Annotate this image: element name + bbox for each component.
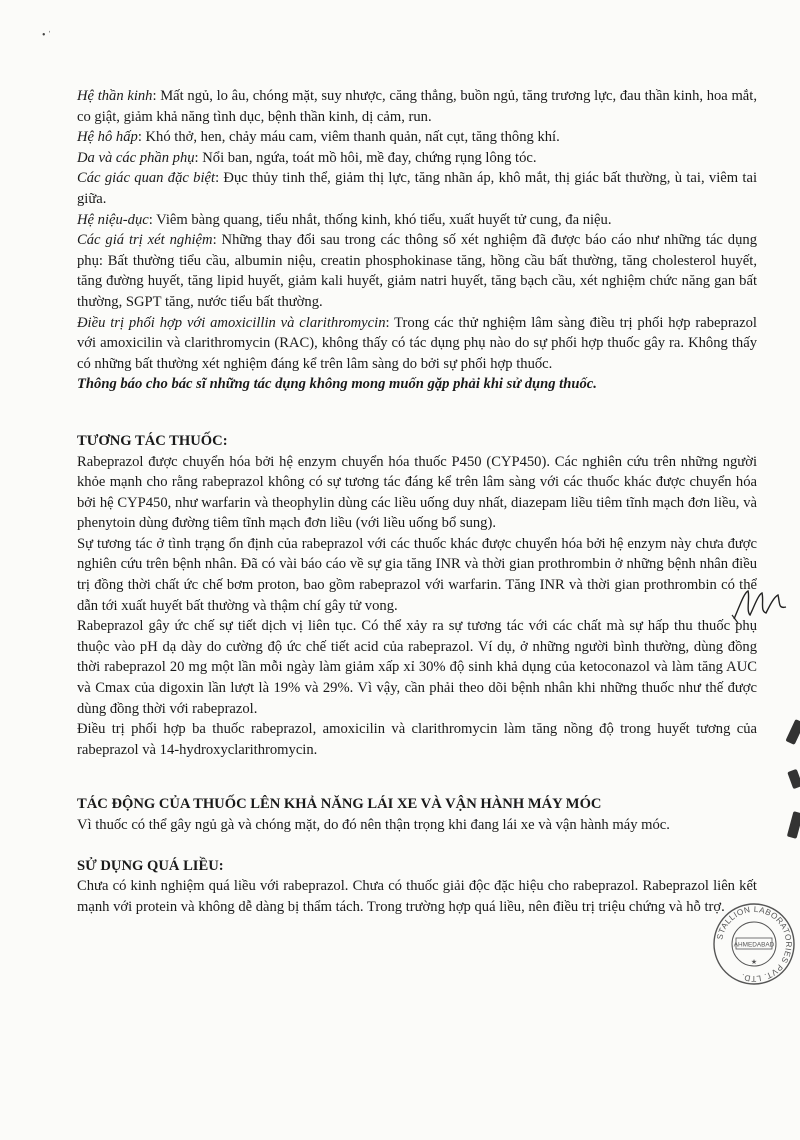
interactions-paragraph: Điều trị phối hợp ba thuốc rabeprazol, amoxicilin và clarithromycin làm tăng nồng độ trong huyết tương của rabeprazol và 14-hydroxyclarithromycin. <box>77 721 757 758</box>
stamp-star: ★ <box>750 958 758 966</box>
driving-heading: TÁC ĐỘNG CỦA THUỐC LÊN KHẢ NĂNG LÁI XE VÀ VẬN HÀNH MÁY MÓC <box>77 796 602 813</box>
driving-text: Vì thuốc có thể gây ngủ gà và chóng mặt, do đó nên thận trọng khi đang lái xe và vận hành máy móc. <box>77 817 670 833</box>
adverse-label: Hệ thần kinh <box>77 88 153 104</box>
adverse-urogenital <box>77 210 757 231</box>
interactions-paragraph: Rabeprazol được chuyển hóa bởi hệ enzym chuyển hóa thuốc P450 (CYP450). Các nghiên cứu trên những người khỏe mạnh cho rằng rabeprazol không có sự tương tác đáng kể trên lâm sàng với các thuốc khác được chuyển hóa bởi hệ CYP450, như warfarin và theophylin dùng các liều uống duy nhất, diazepam liều tiêm tĩnh mạch đơn liều, và phenytoin dùng đường tiêm tĩnh mạch đơn liều (với liều uống bổ sung). <box>77 453 757 532</box>
interactions-section <box>77 431 757 761</box>
adverse-label: Các giá trị xét nghiệm <box>77 232 213 249</box>
notice-text: Thông báo cho bác sĩ những tác dụng không mong muốn gặp phải khi sử dụng thuốc. <box>77 376 597 393</box>
adverse-text: : Đục thủy tinh thể, giảm thị lực, tăng nhãn áp, khô mắt, thị giác bất thường, ù tai, viêm tai giữa. <box>77 170 757 207</box>
edge-mark <box>785 719 800 745</box>
adverse-skin <box>77 148 757 169</box>
adverse-label: Da và các phần phụ <box>77 149 195 166</box>
adverse-text: : Những thay đổi sau trong các thông số xét nghiệm đã được báo cáo như những tác dụng phụ: Bất thường tiểu cầu, albumin niệu, creatin phosphokinase tăng, hồng cầu bất thường, tăng cholesterol huyết, tăng đường huyết, tăng lipid huyết, giảm kali huyết, giảm natri huyết, tăng bạch cầu, xét nghiệm chức năng gan bất thường, SGPT tăng, nước tiểu bất thường. <box>77 232 757 310</box>
edge-mark <box>787 811 800 839</box>
driving-section <box>77 794 757 835</box>
stamp-city: AHMEDABAD <box>733 941 775 949</box>
company-stamp <box>712 902 796 986</box>
document-page <box>77 86 757 917</box>
adverse-text: : Nổi ban, ngứa, toát mồ hôi, mề đay, chứng rụng lông tóc. <box>194 149 537 166</box>
adverse-nervous <box>77 86 757 127</box>
adverse-text: : Trong các thử nghiệm lâm sàng điều trị phối hợp rabeprazol với amoxicilin và clarithromycin (RAC), không thấy có tác dụng phụ nào do sự phối hợp thuốc gây ra. Không thấy có những bất thường xét nghiệm đáng kể trên lâm sàng do bởi sự phối hợp thuốc. <box>77 314 757 372</box>
adverse-label: Các giác quan đặc biệt <box>77 170 216 187</box>
adverse-label: Hệ hô hấp <box>77 129 138 146</box>
adverse-senses <box>77 168 757 209</box>
scan-speck: • ˈ <box>42 30 52 41</box>
stamp-ring-text: STALLION LABORATORIES PVT. LTD. <box>715 904 794 984</box>
adverse-label: Điều trị phối hợp với amoxicillin và clarithromycin <box>77 314 386 331</box>
adverse-text: : Khó thở, hen, chảy máu cam, viêm thanh quản, nất cụt, tăng thông khí. <box>137 129 560 146</box>
overdose-text: Chưa có kinh nghiệm quá liều với rabeprazol. Chưa có thuốc giải độc đặc hiệu cho rabeprazol. Rabeprazol liên kết mạnh với protein và không dễ dàng bị thẩm tách. Trong trường hợp quá liều, nên điều trị triệu chứng và hỗ trợ. <box>77 878 757 915</box>
interactions-paragraph: Sự tương tác ở tình trạng ổn định của rabeprazol với các thuốc khác được chuyển hóa bởi hệ enzym này chưa được nghiên cứu trên bệnh nhân. Đã có vài báo cáo về sự gia tăng INR và thời gian prothrombin ở những bệnh nhân điều trị đồng thời chất ức chế bơm proton, bao gồm rabeprazol với warfarin. Tăng INR và thời gian prothrombin có thể dẫn tới xuất huyết bất thường và thậm chí gây tử vong. <box>77 535 757 614</box>
adverse-text: : Mất ngủ, lo âu, chóng mặt, suy nhược, căng thẳng, buồn ngủ, tăng trương lực, đau thần kinh, hoa mắt, co giật, giảm khả năng tình dục, bệnh thần kinh, dị cảm, run. <box>77 88 757 125</box>
adverse-effects-section <box>77 86 757 395</box>
adverse-combination <box>77 313 757 375</box>
edge-mark <box>787 769 800 789</box>
overdose-section <box>77 856 757 918</box>
overdose-heading: SỬ DỤNG QUÁ LIỀU: <box>77 857 224 874</box>
adverse-respiratory <box>77 127 757 148</box>
signature-mark <box>730 585 790 625</box>
adverse-lab-values <box>77 230 757 312</box>
interactions-heading: TƯƠNG TÁC THUỐC: <box>77 432 228 449</box>
interactions-paragraph: Rabeprazol gây ức chế sự tiết dịch vị liên tục. Có thể xảy ra sự tương tác với các chất mà sự hấp thu thuốc phụ thuộc vào pH dạ dày do cường độ ức chế tiết acid của rabeprazol. Ví dụ, ở những người bình thường, dùng đồng thời rabeprazol 20 mg một lần mỗi ngày làm giảm xấp xỉ 30% độ sinh khả dụng của ketoconazol và làm tăng AUC và Cmax của digoxin lần lượt là 19% và 29%. Vì vậy, cần phải theo dõi bệnh nhân khi những thuốc như thế được dùng đồng thời với rabeprazol. <box>77 618 757 717</box>
adverse-label: Hệ niệu-dục <box>77 211 149 228</box>
adverse-text: : Viêm bàng quang, tiểu nhắt, thống kinh, khó tiểu, xuất huyết tử cung, đa niệu. <box>148 211 612 228</box>
